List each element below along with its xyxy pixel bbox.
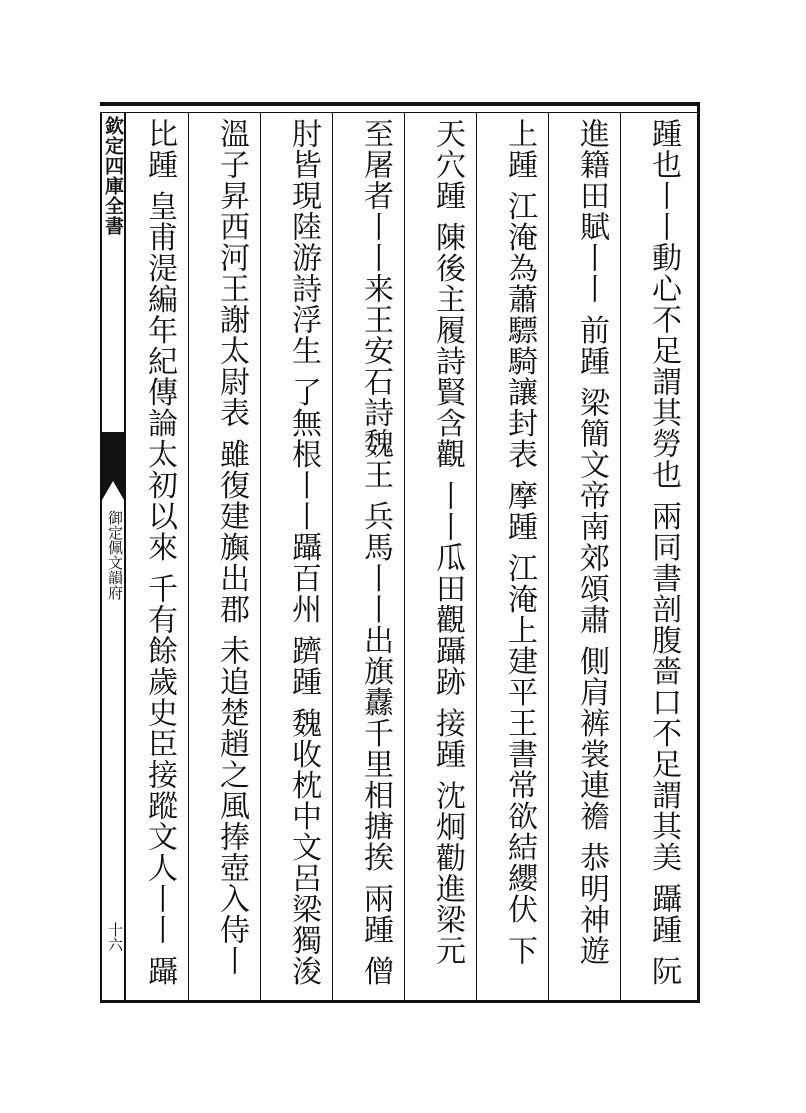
frame-top-border <box>100 102 700 106</box>
text-column-6: 肘皆現陸游詩浮生 了無根丨丨躡百州 躋踵 魏收枕中文呂梁獨浚 <box>286 118 321 987</box>
text-column-4: 天穴踵 陳後主履詩賢含觀 丨丨瓜田觀躡跡 接踵 沈炯勸進梁元 <box>430 118 465 967</box>
text-column-1: 踵也丨丨動心不足謂其勞也 兩同書剖腹嗇口不足謂其美 躡踵 阮 <box>646 118 681 987</box>
text-column-5: 至屠者丨丨来王安石詩魏王 兵馬丨丨出旗纛千里相搪挨 兩踵 僧 <box>358 118 393 987</box>
frame-inner-top-border <box>100 112 700 113</box>
frame-bottom-border <box>100 1000 700 1003</box>
fishtail-mark <box>102 432 124 500</box>
text-column-8: 比踵 皇甫湜編年紀傳論太初以來 千有餘歲史臣接蹤文人丨丨 躡 <box>142 118 177 987</box>
column-divider <box>332 112 333 1000</box>
column-divider <box>188 112 189 1000</box>
column-divider <box>476 112 477 1000</box>
text-column-2: 進籍田賦丨丨 前踵 梁簡文帝南郊頌肅 側肩裤裳連襜 恭明神遊 <box>574 118 609 967</box>
text-column-3: 上踵 江淹為蕭驃騎讓封表 摩踵 江淹上建平王書常欲結纓伏 下 <box>502 118 537 967</box>
book-spine <box>100 112 126 1000</box>
spine-subtitle: 御定佩文韻府 <box>106 510 124 600</box>
frame-right-border <box>697 102 700 1002</box>
spine-page-number: 十六 <box>106 922 124 952</box>
column-divider <box>404 112 405 1000</box>
column-divider <box>548 112 549 1000</box>
column-divider <box>620 112 621 1000</box>
column-divider <box>260 112 261 1000</box>
spine-title: 欽定四庫全書 <box>102 116 124 236</box>
text-column-7: 溫子昇西河王謝太尉表 雖復建旟出郡 未追楚趙之風捧壺入侍丨 <box>214 118 249 977</box>
